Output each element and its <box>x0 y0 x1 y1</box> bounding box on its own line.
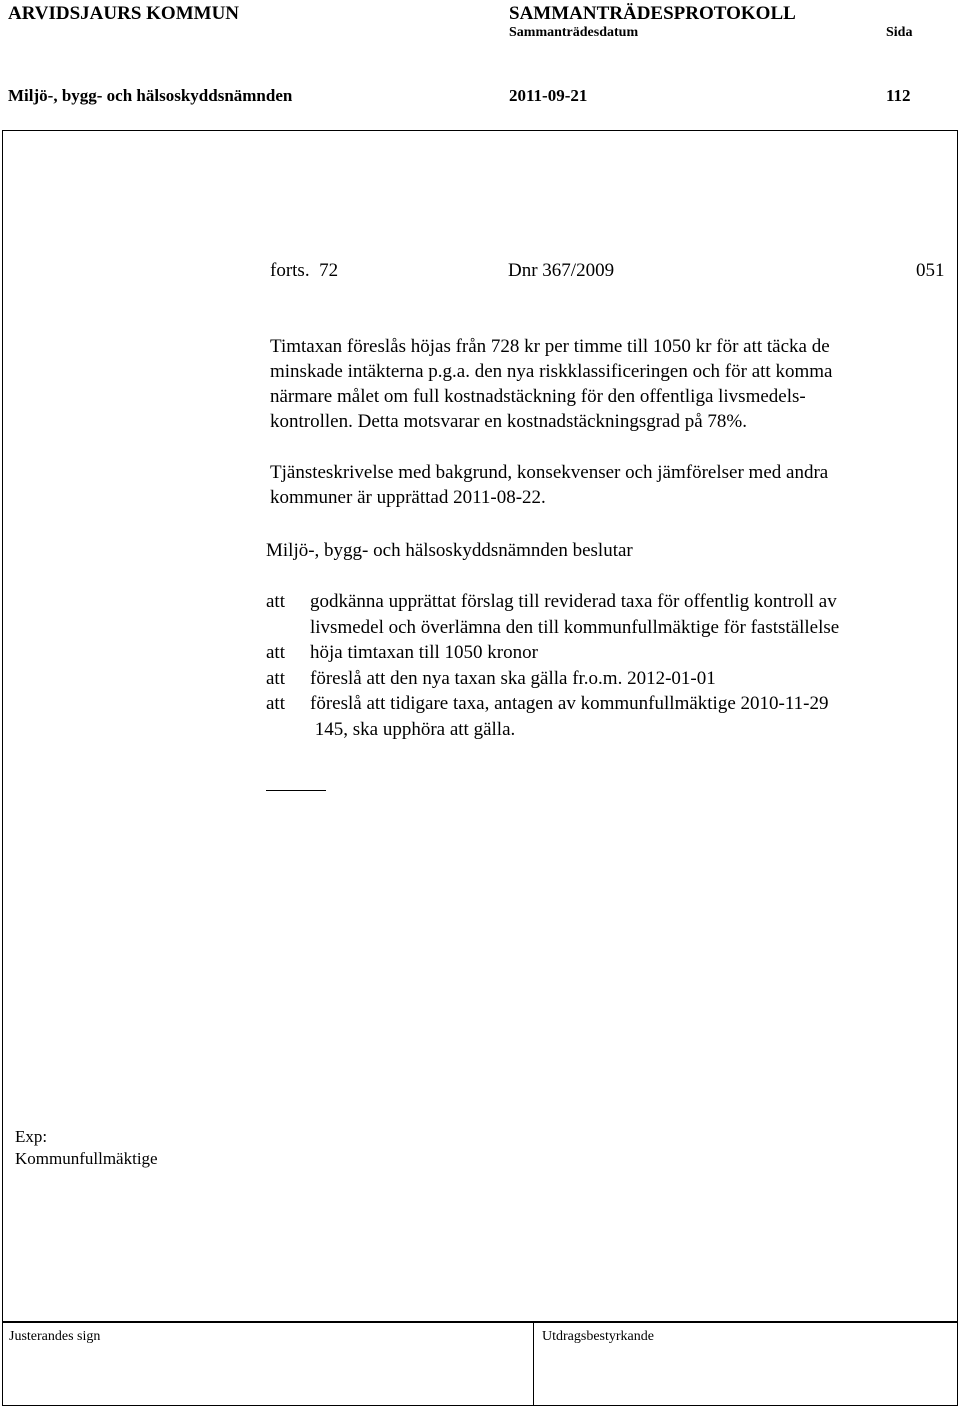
paragraph-line: Tjänsteskrivelse med bakgrund, konsekvenser och jämförelser med andra <box>270 462 829 483</box>
decision-line: höja timtaxan till 1050 kronor <box>310 642 538 663</box>
expedition-recipient: Kommunfullmäktige <box>15 1149 158 1168</box>
att-marker: att <box>266 667 285 689</box>
case-continuation: forts. 72 <box>270 260 339 281</box>
decision-item <box>266 691 956 742</box>
meeting-date-label: Sammanträdesdatum <box>509 25 639 40</box>
decision-line: 145, ska upphöra att gälla. <box>310 718 516 740</box>
paragraph-1 <box>270 334 950 434</box>
footer-frame <box>2 1322 958 1406</box>
expedition <box>15 1126 158 1170</box>
footer-divider <box>533 1322 534 1406</box>
case-dnr: Dnr 367/2009 <box>508 260 615 281</box>
org-name: ARVIDSJAURS KOMMUN <box>8 3 240 24</box>
paragraph-line: närmare målet om full kostnadstäckning för den offentliga livsmedels- <box>270 386 806 407</box>
case-code: 051 <box>916 260 945 281</box>
decision-line: föreslå att tidigare taxa, antagen av kommunfullmäktige 2010-11-29 <box>310 693 829 714</box>
paragraph-2 <box>270 460 950 510</box>
att-marker: att <box>266 642 285 663</box>
case-ref <box>270 258 338 283</box>
page-label: Sida <box>886 25 913 40</box>
decision-item <box>266 589 956 640</box>
decision-line: livsmedel och överlämna den till kommunfullmäktige för fastställelse <box>310 616 840 638</box>
separator-line <box>266 790 326 791</box>
decision-item <box>266 666 956 692</box>
adjuster-signature-label: Justerandes sign <box>9 1329 101 1344</box>
expedition-label: Exp: <box>15 1127 48 1146</box>
decision-item <box>266 640 956 666</box>
paragraph-line: kommuner är upprättad 2011-08-22. <box>270 487 546 508</box>
decision-heading: Miljö-, bygg- och hälsoskyddsnämnden beslutar <box>266 540 633 561</box>
page-number: 112 <box>886 86 911 105</box>
decision-line: föreslå att den nya taxan ska gälla fr.o.m. 2012-01-01 <box>310 667 716 689</box>
extract-certification-label: Utdragsbestyrkande <box>542 1329 654 1344</box>
document-type: SAMMANTRÄDESPROTOKOLL <box>509 3 796 24</box>
decision-list <box>266 589 956 742</box>
paragraph-line: Timtaxan föreslås höjas från 728 kr per timme till 1050 kr för att täcka de <box>270 336 830 357</box>
att-marker: att <box>266 693 285 714</box>
committee-name: Miljö-, bygg- och hälsoskyddsnämnden <box>8 86 293 105</box>
paragraph-line: minskade intäkterna p.g.a. den nya riskklassificeringen och för att komma <box>270 361 833 382</box>
decision-line: godkänna upprättat förslag till reviderad taxa för offentlig kontroll av <box>310 591 837 612</box>
meeting-date: 2011-09-21 <box>509 86 588 105</box>
att-marker: att <box>266 591 285 612</box>
paragraph-line: kontrollen. Detta motsvarar en kostnadstäckningsgrad på 78%. <box>270 411 747 432</box>
